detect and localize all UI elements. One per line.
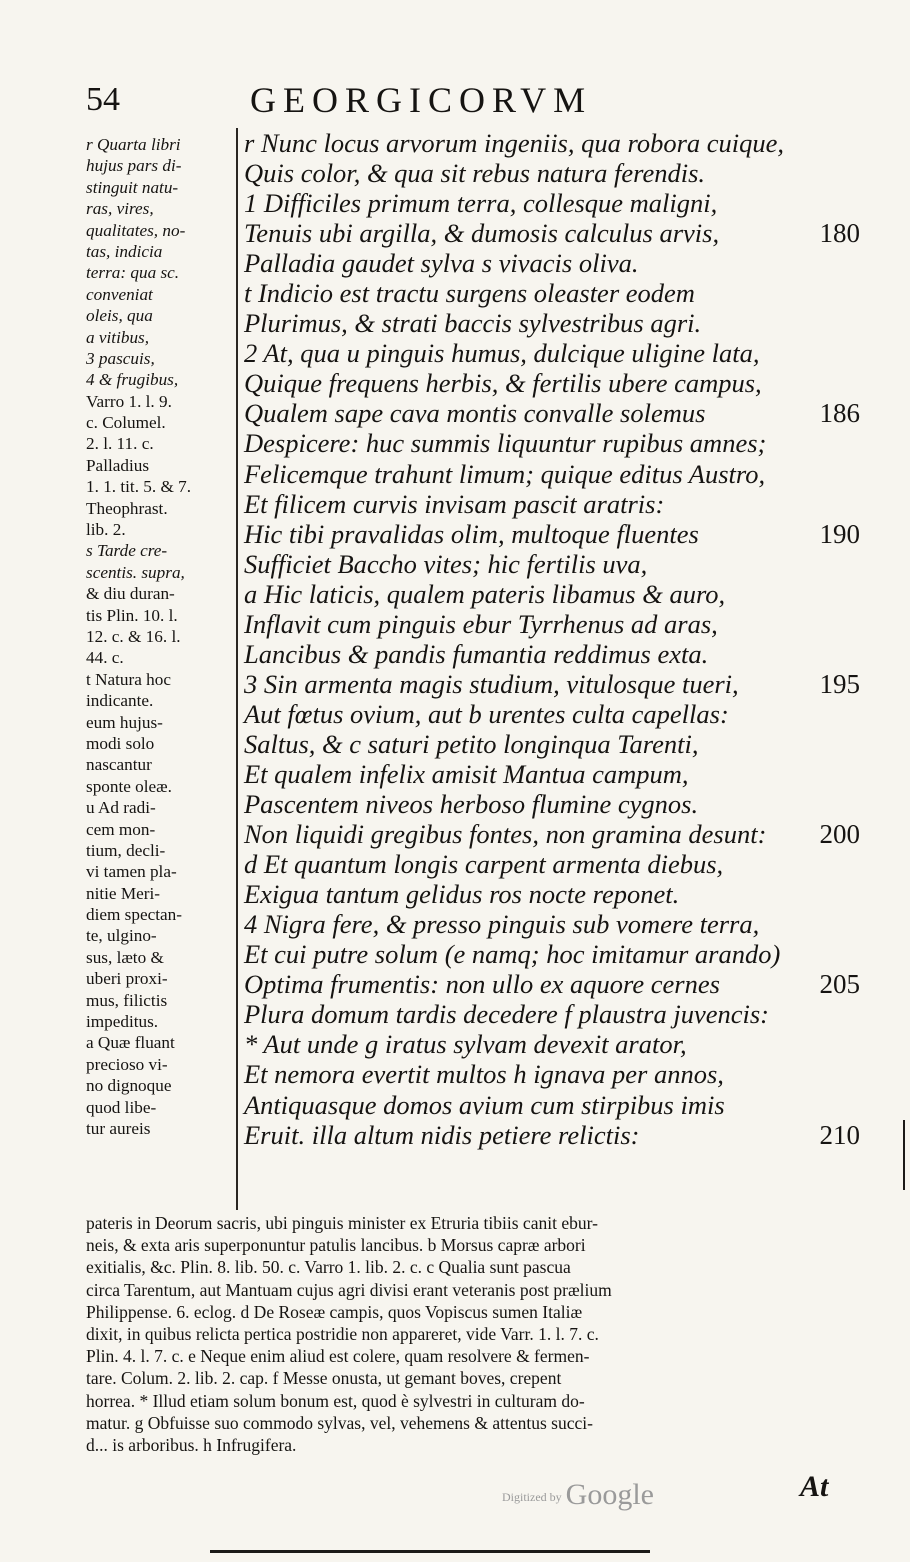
verse-text: Optima frumentis: non ullo ex aquore cernes — [244, 969, 720, 1000]
verse-text: Hic tibi pravalidas olim, multoque fluentes — [244, 518, 699, 549]
verse-line — [244, 999, 860, 1029]
verse-text: Exigua tantum gelidus ros nocte reponet. — [244, 879, 680, 910]
verse-text: Quis color, & qua sit rebus natura ferendis. — [244, 158, 706, 189]
verse-line — [244, 338, 860, 368]
verse-line — [244, 459, 860, 489]
verse-line — [244, 969, 860, 999]
line-number: 190 — [819, 518, 860, 549]
verse-line — [244, 879, 860, 909]
line-number: 210 — [819, 1119, 860, 1150]
side-note-line: Palladius — [86, 455, 150, 475]
side-note-line: ras, vires, — [86, 199, 154, 219]
verse-text: Quique frequens herbis, & fertilis ubere campus, — [244, 368, 762, 399]
side-note-line: qualitates, no- — [86, 220, 186, 240]
verse-line — [244, 218, 860, 248]
side-note-line: oleis, qua — [86, 306, 153, 326]
verse-line — [244, 519, 860, 549]
verse-column — [244, 128, 860, 1150]
footnote-line: neis, & exta aris superponuntur patulis lancibus. b Morsus capræ arbori — [86, 1235, 586, 1256]
verse-text: Despicere: huc summis liquuntur rupibus amnes; — [244, 428, 767, 459]
side-note-line: 3 pascuis, — [86, 348, 155, 368]
verse-text: Plura domum tardis decedere f plaustra juvencis: — [244, 999, 770, 1030]
verse-text: r Nunc locus arvorum ingeniis, qua robora cuique, — [244, 128, 785, 158]
footnote-line: circa Tarentum, aut Mantuam cujus agri divisi erant veteranis post prælium — [86, 1279, 612, 1300]
verse-line — [244, 489, 860, 519]
verse-text: Sufficiet Baccho vites; hic fertilis uva, — [244, 548, 648, 579]
side-note-line: cem mon- — [86, 819, 156, 839]
verse-line — [244, 609, 860, 639]
footnote-line: dixit, in quibus relicta pertica postridie non appareret, vide Varr. 1. l. 7. c. — [86, 1323, 599, 1344]
verse-line — [244, 759, 860, 789]
footnote-line: d... is arboribus. h Infrugifera. — [86, 1434, 297, 1455]
footnote-line: horrea. * Illud etiam solum bonum est, quod è sylvestri in culturam do- — [86, 1390, 585, 1411]
side-note-line: no dignoque — [86, 1076, 172, 1096]
verse-line — [244, 368, 860, 398]
side-note-line: tas, indicia — [86, 241, 163, 261]
side-note-line: s Tarde cre- — [86, 541, 168, 561]
side-note-line: 44. c. — [86, 648, 124, 668]
line-number: 205 — [819, 969, 860, 1000]
verse-text: Tenuis ubi argilla, & dumosis calculus arvis, — [244, 218, 720, 249]
verse-text: Inflavit cum pinguis ebur Tyrrhenus ad aras, — [244, 608, 718, 639]
line-number: 186 — [819, 398, 860, 429]
verse-text: Et cui putre solum (e namq; hoc imitamur arando) — [244, 939, 781, 970]
digitized-watermark — [502, 1478, 654, 1512]
verse-line — [244, 1090, 860, 1120]
verse-line — [244, 1120, 860, 1150]
side-note-line: conveniat — [86, 284, 153, 304]
side-note-line: t Natura hoc — [86, 669, 171, 689]
side-note-line: mus, filictis — [86, 990, 168, 1010]
verse-line — [244, 669, 860, 699]
verse-text: Non liquidi gregibus fontes, non gramina desunt: — [244, 819, 767, 850]
footnote-line: exitialis, &c. Plin. 8. lib. 50. c. Varro 1. lib. 2. c. c Qualia sunt pascua — [86, 1257, 571, 1278]
side-note-line: vi tamen pla- — [86, 862, 177, 882]
footnote-line: Plin. 4. l. 7. c. e Neque enim aliud est colere, quam resolvere & fermen- — [86, 1346, 590, 1367]
side-note-line: 2. l. 11. c. — [86, 434, 154, 454]
verse-line — [244, 789, 860, 819]
side-note-line: tium, decli- — [86, 840, 166, 860]
verse-line — [244, 729, 860, 759]
side-note-line: precioso vi- — [86, 1054, 168, 1074]
catchword: At — [800, 1470, 829, 1503]
side-note-line: 1. 1. tit. 5. & 7. — [86, 477, 192, 497]
verse-line — [244, 1059, 860, 1089]
bottom-line — [210, 1550, 650, 1553]
verse-text: Antiquasque domos avium cum stirpibus imis — [244, 1089, 725, 1120]
verse-text: Palladia gaudet sylva s vivacis oliva. — [244, 248, 639, 279]
side-note-line: sus, læto & — [86, 947, 164, 967]
side-note-line: & diu duran- — [86, 584, 175, 604]
verse-text: Qualem sape cava montis convalle solemus — [244, 398, 706, 429]
footnote-line: matur. g Obfuisse suo commodo sylvas, vel, vehemens & attentus succi- — [86, 1412, 593, 1433]
verse-text: Aut fœtus ovium, aut b urentes culta capellas: — [244, 698, 729, 729]
line-number: 200 — [819, 819, 860, 850]
verse-text: Pascentem niveos herboso flumine cygnos. — [244, 789, 699, 820]
side-note-line: lib. 2. — [86, 520, 126, 540]
verse-line — [244, 819, 860, 849]
footnote-line: Philippense. 6. eclog. d De Roseæ campis, quos Vopiscus sumen Italiæ — [86, 1301, 583, 1322]
verse-line — [244, 549, 860, 579]
digitized-prefix: Digitized by — [502, 1489, 562, 1504]
side-note-line: te, ulgino- — [86, 926, 157, 946]
verse-line — [244, 158, 860, 188]
verse-line — [244, 308, 860, 338]
side-note-line: Varro 1. l. 9. — [86, 391, 172, 411]
verse-text: Et nemora evertit multos h ignava per annos, — [244, 1059, 724, 1090]
verse-line — [244, 909, 860, 939]
column-rule — [236, 128, 238, 1210]
verse-text: Eruit. illa altum nidis petiere relictis: — [244, 1119, 640, 1150]
side-note-line: u Ad radi- — [86, 798, 156, 818]
margin-mark — [903, 1120, 905, 1190]
running-head: GEORGICORVM — [250, 80, 593, 120]
page-number: 54 — [86, 81, 120, 118]
footnotes — [86, 1212, 848, 1456]
verse-text: Lancibus & pandis fumantia reddimus exta. — [244, 638, 709, 669]
side-note-line: nascantur — [86, 755, 152, 775]
side-note-line: impeditus. — [86, 1012, 159, 1032]
side-note-line: a vitibus, — [86, 327, 150, 347]
side-note-line: sponte oleæ. — [86, 776, 172, 796]
footnote-line: pateris in Deorum sacris, ubi pinguis minister ex Etruria tibiis canit ebur- — [86, 1213, 598, 1233]
side-note-line: a Quæ fluant — [86, 1033, 175, 1053]
line-number: 195 — [819, 668, 860, 699]
side-note-line: r Quarta libri — [86, 135, 181, 154]
verse-text: 3 Sin armenta magis studium, vitulosque tueri, — [244, 668, 739, 699]
verse-line — [244, 939, 860, 969]
verse-line — [244, 699, 860, 729]
side-note-line: 12. c. & 16. l. — [86, 626, 181, 646]
digitized-brand: Google — [565, 1478, 654, 1511]
side-note-line: uberi proxi- — [86, 969, 168, 989]
verse-text: Felicemque trahunt limum; quique editus Austro, — [244, 458, 766, 489]
side-note-line: indicante. — [86, 691, 154, 711]
verse-text: Et filicem curvis invisam pascit aratris: — [244, 488, 665, 519]
verse-line — [244, 428, 860, 458]
verse-text: 2 At, qua u pinguis humus, dulcique uligine lata, — [244, 338, 760, 369]
verse-text: 4 Nigra fere, & presso pinguis sub vomere terra, — [244, 909, 760, 940]
verse-text: 1 Difficiles primum terra, collesque maligni, — [244, 188, 718, 219]
verse-text: Saltus, & c saturi petito longinqua Tarenti, — [244, 728, 699, 759]
side-note-line: quod libe- — [86, 1097, 157, 1117]
side-note-line: tur aureis — [86, 1118, 151, 1138]
side-notes — [86, 134, 236, 1139]
side-note-line: scentis. supra, — [86, 562, 185, 582]
verse-line — [244, 398, 860, 428]
verse-line — [244, 849, 860, 879]
verse-line — [244, 639, 860, 669]
side-note-line: nitie Meri- — [86, 883, 160, 903]
side-note-line: modi solo — [86, 733, 155, 753]
verse-text: a Hic laticis, qualem pateris libamus & auro, — [244, 578, 726, 609]
side-note-line: eum hujus- — [86, 712, 163, 732]
verse-line — [244, 128, 860, 158]
side-note-line: stinguit natu- — [86, 177, 179, 197]
side-note-line: c. Columel. — [86, 413, 166, 433]
side-note-line: hujus pars di- — [86, 156, 182, 176]
verse-line — [244, 278, 860, 308]
footnote-line: tare. Colum. 2. lib. 2. cap. f Messe onusta, ut gemant boves, crepent — [86, 1368, 562, 1389]
verse-line — [244, 248, 860, 278]
side-note-line: diem spectan- — [86, 905, 182, 925]
verse-text: * Aut unde g iratus sylvam devexit arator, — [244, 1029, 687, 1060]
verse-line — [244, 188, 860, 218]
verse-line — [244, 579, 860, 609]
side-note-line: Theophrast. — [86, 498, 168, 518]
verse-line — [244, 1029, 860, 1059]
verse-text: Plurimus, & strati baccis sylvestribus agri. — [244, 308, 702, 339]
side-note-line: 4 & frugibus, — [86, 370, 179, 390]
side-note-line: tis Plin. 10. l. — [86, 605, 178, 625]
line-number: 180 — [819, 218, 860, 249]
side-note-line: terra: qua sc. — [86, 263, 180, 283]
verse-text: t Indicio est tractu surgens oleaster eodem — [244, 278, 695, 309]
verse-text: d Et quantum longis carpent armenta diebus, — [244, 849, 724, 880]
verse-text: Et qualem infelix amisit Mantua campum, — [244, 758, 689, 789]
